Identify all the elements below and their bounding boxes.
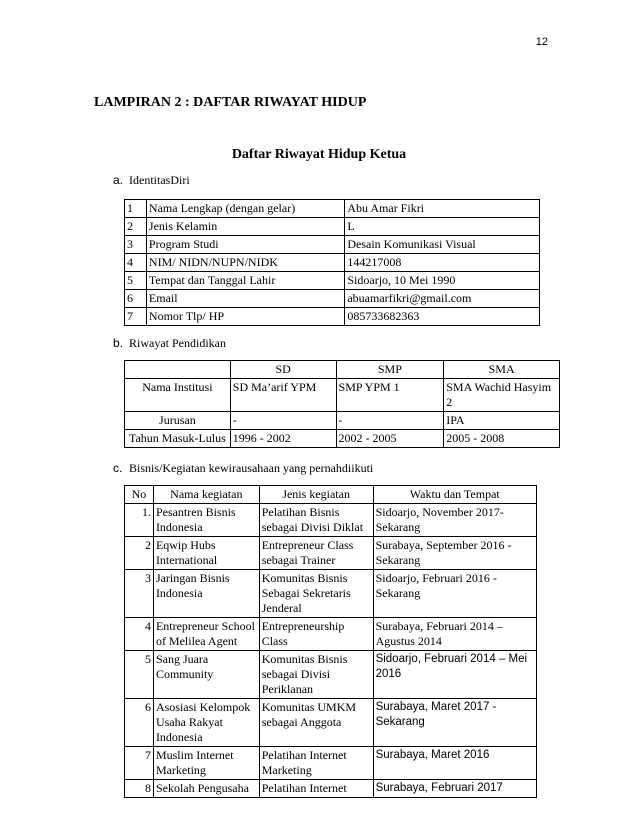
- activity-type: Pelatihan Internet: [259, 780, 373, 798]
- section-b-label: [113, 336, 226, 351]
- time-place: Surabaya, Maret 2016: [373, 747, 536, 780]
- field-label: NIM/ NIDN/NUPN/NIDK: [146, 254, 344, 272]
- activity-name: Eqwip Hubs International: [153, 537, 259, 570]
- sma-cell: 2005 - 2008: [444, 430, 560, 448]
- activity-name: Sang Juara Community: [153, 651, 259, 699]
- section-b-letter: b.: [113, 336, 124, 350]
- column-header: SMA: [444, 361, 560, 379]
- column-header: SMP: [336, 361, 444, 379]
- row-number: 6: [125, 699, 154, 747]
- time-place: Surabaya, Februari 2014 – Agustus 2014: [373, 618, 536, 651]
- row-label: Jurusan: [125, 412, 231, 430]
- activity-name: Muslim Internet Marketing: [153, 747, 259, 780]
- field-label: Program Studi: [146, 236, 344, 254]
- table-row: [125, 430, 560, 448]
- time-place: Sidoarjo, Februari 2016 - Sekarang: [373, 570, 536, 618]
- sma-cell: IPA: [444, 412, 560, 430]
- row-number: 7: [125, 308, 147, 326]
- section-b-title: Riwayat Pendidikan: [129, 336, 226, 350]
- sd-cell: SD Ma’arif YPM: [230, 379, 336, 412]
- activity-type: Komunitas UMKM sebagai Anggota: [259, 699, 373, 747]
- row-number: 5: [125, 272, 147, 290]
- column-header: SD: [230, 361, 336, 379]
- field-value: Desain Komunikasi Visual: [345, 236, 540, 254]
- row-number: 3: [125, 236, 147, 254]
- row-label: Nama Institusi: [125, 379, 231, 412]
- field-value: 144217008: [345, 254, 540, 272]
- table-row: [125, 504, 537, 537]
- activity-type: Entrepreneur Class sebagai Trainer: [259, 537, 373, 570]
- smp-cell: 2002 - 2005: [336, 430, 444, 448]
- row-number: 6: [125, 290, 147, 308]
- row-number: 4: [125, 618, 154, 651]
- page-heading: LAMPIRAN 2 : DAFTAR RIWAYAT HIDUP: [94, 95, 367, 110]
- table-row: [125, 272, 540, 290]
- identity-table: [124, 199, 540, 326]
- row-number: 1: [125, 200, 147, 218]
- table-row: [125, 780, 537, 798]
- section-c-letter: c.: [113, 461, 123, 475]
- column-header: [125, 361, 231, 379]
- table-row: [125, 412, 560, 430]
- table-row: [125, 618, 537, 651]
- table-row: [125, 537, 537, 570]
- activity-name: Entrepreneur School of Melilea Agent: [153, 618, 259, 651]
- field-value: Abu Amar Fikri: [345, 200, 540, 218]
- field-label: Nomor Tlp/ HP: [146, 308, 344, 326]
- activity-type: Komunitas Bisnis Sebagai Sekretaris Jenderal: [259, 570, 373, 618]
- column-header: No: [125, 486, 154, 504]
- activity-type: Pelatihan Bisnis sebagai Divisi Diklat: [259, 504, 373, 537]
- table-row: [125, 200, 540, 218]
- field-value: 085733682363: [345, 308, 540, 326]
- field-value: Sidoarjo, 10 Mei 1990: [345, 272, 540, 290]
- field-label: Jenis Kelamin: [146, 218, 344, 236]
- section-a-title: IdentitasDiri: [129, 173, 190, 187]
- row-number: 4: [125, 254, 147, 272]
- column-header: Nama kegiatan: [153, 486, 259, 504]
- table-row: [125, 236, 540, 254]
- activity-name: Asosiasi Kelompok Usaha Rakyat Indonesia: [153, 699, 259, 747]
- row-number: 5: [125, 651, 154, 699]
- smp-cell: SMP YPM 1: [336, 379, 444, 412]
- field-value: abuamarfikri@gmail.com: [345, 290, 540, 308]
- sma-cell: SMA Wachid Hasyim 2: [444, 379, 560, 412]
- table-row: [125, 570, 537, 618]
- activity-type: Komunitas Bisnis sebagai Divisi Periklanan: [259, 651, 373, 699]
- education-table: [124, 360, 560, 448]
- time-place: Surabaya, Maret 2017 - Sekarang: [373, 699, 536, 747]
- row-number: 8: [125, 780, 154, 798]
- table-row: [125, 699, 537, 747]
- table-row: [125, 747, 537, 780]
- section-a-letter: a.: [113, 173, 124, 187]
- activity-name: Pesantren Bisnis Indonesia: [153, 504, 259, 537]
- field-label: Nama Lengkap (dengan gelar): [146, 200, 344, 218]
- table-row: [125, 308, 540, 326]
- field-label: Email: [146, 290, 344, 308]
- header-row: [125, 486, 537, 504]
- row-label: Tahun Masuk-Lulus: [125, 430, 231, 448]
- sd-cell: -: [230, 412, 336, 430]
- business-table: [124, 485, 537, 798]
- time-place: Sidoarjo, Februari 2014 – Mei 2016: [373, 651, 536, 699]
- section-a-label: [113, 173, 190, 188]
- column-header: Waktu dan Tempat: [373, 486, 536, 504]
- time-place: Surabaya, Februari 2017: [373, 780, 536, 798]
- row-number: 7: [125, 747, 154, 780]
- field-label: Tempat dan Tanggal Lahir: [146, 272, 344, 290]
- activity-name: Jaringan Bisnis Indonesia: [153, 570, 259, 618]
- activity-type: Pelatihan Internet Marketing: [259, 747, 373, 780]
- row-number: 2: [125, 537, 154, 570]
- header-row: [125, 361, 560, 379]
- activity-name: Sekolah Pengusaha: [153, 780, 259, 798]
- section-c-title: Bisnis/Kegiatan kewirausahaan yang pernahdiikuti: [129, 461, 374, 475]
- field-value: L: [345, 218, 540, 236]
- column-header: Jenis kegiatan: [259, 486, 373, 504]
- row-number: 1.: [125, 504, 154, 537]
- document-subtitle: Daftar Riwayat Hidup Ketua: [231, 147, 407, 162]
- row-number: 2: [125, 218, 147, 236]
- table-row: [125, 290, 540, 308]
- table-row: [125, 218, 540, 236]
- table-row: [125, 379, 560, 412]
- page-number: 12: [535, 36, 548, 48]
- table-row: [125, 651, 537, 699]
- table-row: [125, 254, 540, 272]
- sd-cell: 1996 - 2002: [230, 430, 336, 448]
- time-place: Sidoarjo, November 2017-Sekarang: [373, 504, 536, 537]
- time-place: Surabaya, September 2016 - Sekarang: [373, 537, 536, 570]
- activity-type: Entrepreneurship Class: [259, 618, 373, 651]
- smp-cell: -: [336, 412, 444, 430]
- section-c-label: [113, 461, 373, 476]
- row-number: 3: [125, 570, 154, 618]
